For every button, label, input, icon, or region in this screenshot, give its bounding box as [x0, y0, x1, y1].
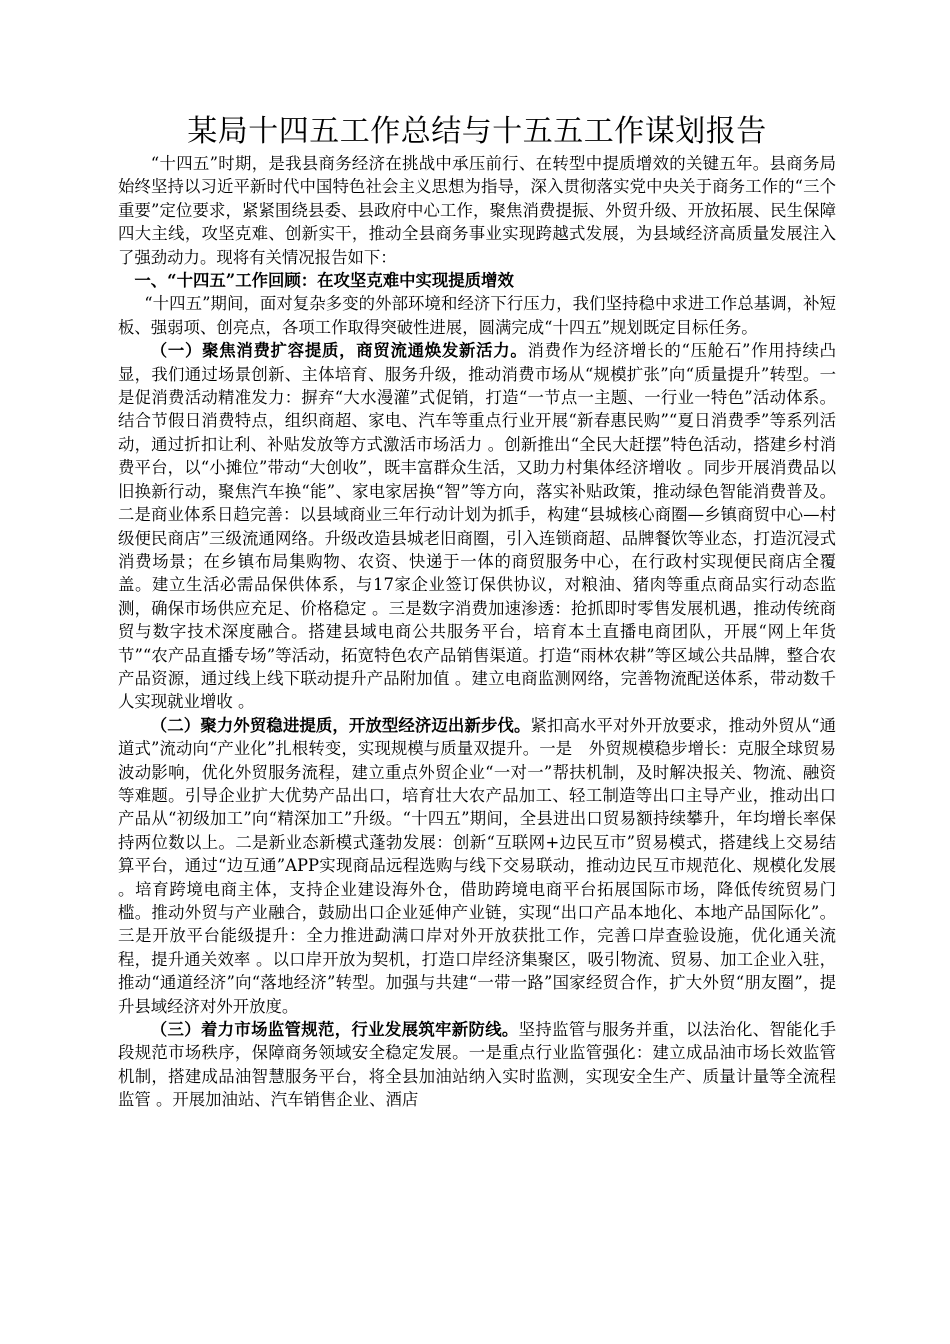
item-paragraph-3	[118, 1018, 836, 1112]
item-body-2: 紧扣高水平对外开放要求，推动外贸从“通道式”流动向“产业化”扎根转变，实现规模与质量双提升。一是 外贸规模稳步增长：克服全球贸易波动影响，优化外贸服务流程，建立重点外贸企业“一对一”帮扶机制，及时解决报关、物流、融资等难题。引导企业扩大优势产品出口，培育壮大农产品加工、轻工制造等出口主导产业，推动出口产品从“初级加工”向“精深加工”升级。“十四五”期间，全县进出口贸易额持续攀升，年均增长率保持两位数以上。二是新业态新模式蓬勃发展：创新“互联网+边民互市”贸易模式，搭建线上交易结算平台，通过“边互通”APP实现商品远程选购与线下交易联动，推动边民互市规范化、规模化发展 。培育跨境电商主体，支持企业建设海外仓，借助跨境电商平台拓展国际市场，降低传统贸易门槛。推动外贸与产业融合，鼓励出口企业延伸产业链，实现“出口产品本地化、本地产品国际化”。三是开放平台能级提升：全力推进勐满口岸对外开放获批工作，完善口岸查验设施，优化通关流程，提升通关效率 。以口岸开放为契机，打造口岸经济集聚区，吸引物流、贸易、加工企业入驻，推动“通道经济”向“落地经济”转型。加强与共建“一带一路”国家经贸合作，扩大外贸“朋友圈”，提升县域经济对外开放度。	[118, 715, 837, 1016]
document-page	[118, 112, 836, 1112]
section-heading: 一、“十四五”工作回顾：在攻坚克难中实现提质增效	[134, 271, 514, 291]
item-lead-2: （二）聚力外贸稳进提质，开放型经济迈出新步伐。	[150, 715, 531, 735]
intro-paragraph: “十四五”时期，是我县商务经济在挑战中承压前行、在转型中提质增效的关键五年。县商务局始终坚持以习近平新时代中国特色社会主义思想为指导，深入贯彻落实党中央关于商务工作的“三个重要”定位要求，紧紧围绕县委、县政府中心工作，聚焦消费提振、外贸升级、开放拓展、民生保障四大主线，攻坚克难、创新实干，推动全县商务事业实现跨越式发展，为县域经济高质量发展注入了强劲动力。现将有关情况报告如下：	[118, 154, 836, 267]
item-body-1: 消费作为经济增长的“压舱石”作用持续凸显，我们通过场景创新、主体培育、服务升级，推动消费市场从“规模扩张”向“质量提升”转型。一是促消费活动精准发力：摒弃“大水漫灌”式促销，打造“一节点一主题、一行业一特色”活动体系。结合节假日消费特点，组织商超、家电、汽车等重点行业开展“新春惠民购”“夏日消费季”等系列活动，通过折扣让利、补贴发放等方式激活市场活力 。创新推出“全民大赶摆”特色活动，搭建乡村消费平台，以“小摊位”带动“大创收”，既丰富群众生活，又助力村集体经济增收 。同步开展消费品以旧换新行动，聚焦汽车换“能”、家电家居换“智”等方向，落实补贴政策，推动绿色智能消费普及。二是商业体系日趋完善：以县域商业三年行动计划为抓手，构建“县城核心商圈—乡镇商贸中心—村级便民商店”三级流通网络。升级改造县城老旧商圈，引入连锁商超、品牌餐饮等业态，打造沉浸式消费场景；在乡镇布局集购物、农资、快递于一体的商贸服务中心，在行政村实现便民商店全覆盖。建立生活必需品保供体系，与17家企业签订保供协议，对粮油、猪肉等重点商品实行动态监测，确保市场供应充足、价格稳定 。三是数字消费加速渗透：抢抓即时零售发展机遇，推动传统商贸与数字技术深度融合。搭建县域电商公共服务平台，培育本土直播电商团队，开展“网上年货节”“农产品直播专场”等活动，拓宽特色农产品销售渠道。打造“雨林农耕”等区域公共品牌，整合农产品资源，通过线上线下联动提升产品附加值 。建立电商监测网络，完善物流配送体系，带动数千人实现就业增收 。	[118, 341, 836, 712]
item-lead-1: （一）聚焦消费扩容提质，商贸流通焕发新活力。	[150, 341, 528, 361]
section-summary: “十四五”期间，面对复杂多变的外部环境和经济下行压力，我们坚持稳中求进工作总基调，补短板、强弱项、创亮点，各项工作取得突破性进展，圆满完成“十四五”规划既定目标任务。	[118, 294, 836, 337]
item-paragraph-2	[118, 714, 836, 1018]
item-paragraph-1	[118, 339, 836, 714]
document-title: 某局十四五工作总结与十五五工作谋划报告	[187, 114, 767, 149]
item-body-3: 坚持监管与服务并重，以法治化、智能化手段规范市场秩序，保障商务领域安全稳定发展。一是重点行业监管强化：建立成品油市场长效监管机制，搭建成品油智慧服务平台，将全县加油站纳入实时监测，实现安全生产、质量计量等全流程监管 。开展加油站、汽车销售企业、酒店	[118, 1020, 837, 1110]
item-lead-3: （三）着力市场监管规范，行业发展筑牢新防线。	[150, 1020, 519, 1040]
